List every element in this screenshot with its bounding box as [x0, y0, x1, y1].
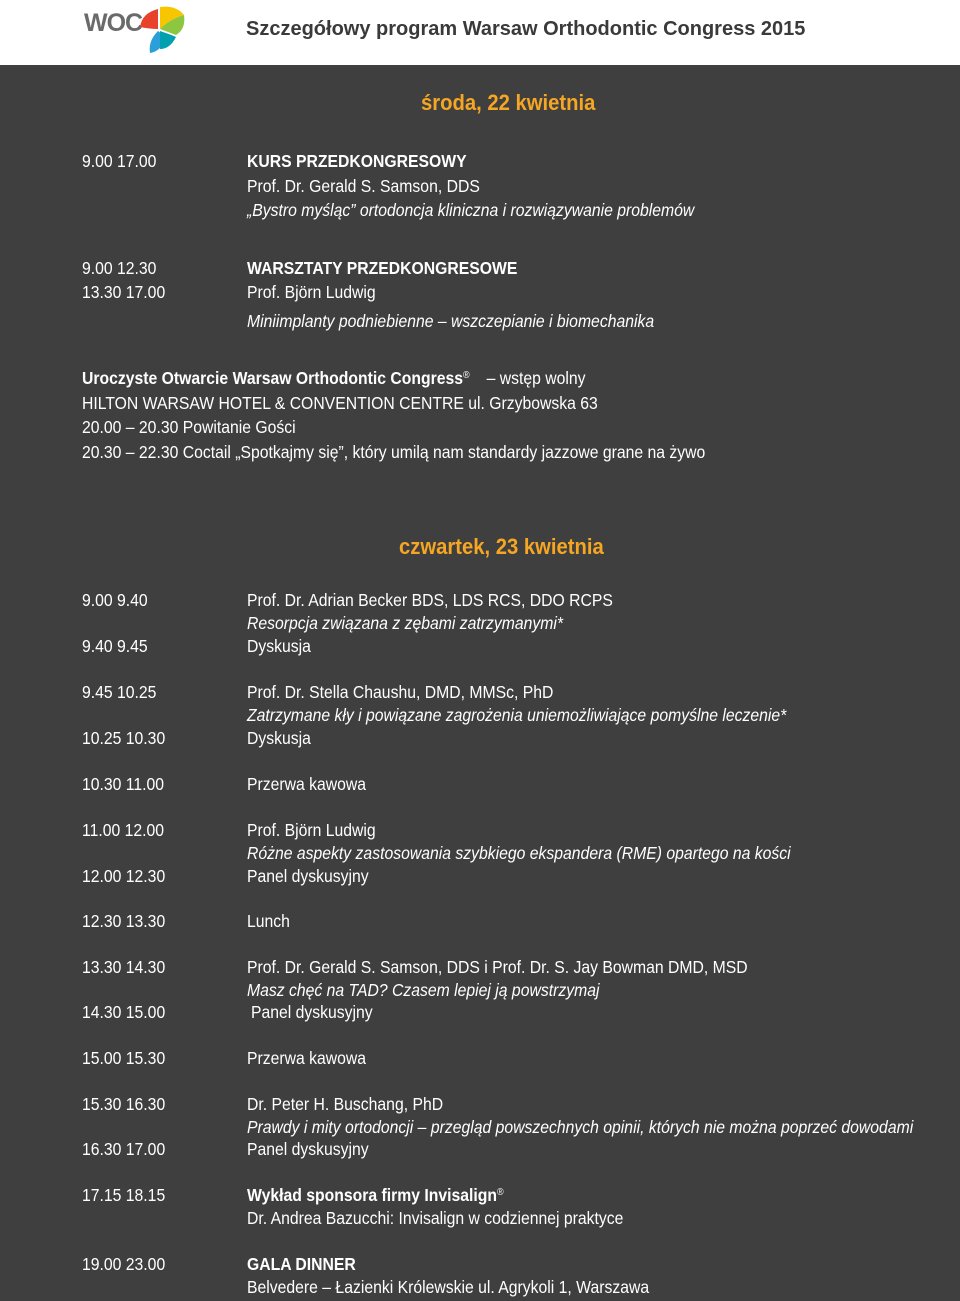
row-sponsor-lecture [247, 1184, 504, 1206]
row-time: 9.40 9.45 [82, 636, 148, 656]
row-topic: Prawdy i mity ortodoncji – przegląd powszechnych opinii, których nie można poprzeć dowodami [247, 1117, 914, 1137]
workshop-speaker: Prof. Björn Ludwig [247, 282, 376, 302]
row-item: Lunch [247, 911, 290, 931]
row-item: Dyskusja [247, 636, 311, 656]
row-time: 9.45 10.25 [82, 682, 157, 702]
row-time: 10.30 11.00 [82, 774, 165, 794]
opening-welcome: 20.00 – 20.30 Powitanie Gości [82, 417, 296, 437]
opening-title: Uroczyste Otwarcie Warsaw Orthodontic Congress [82, 368, 464, 388]
row-time: 19.00 23.00 [82, 1254, 166, 1274]
row-item: Panel dyskusyjny [247, 1139, 369, 1159]
row-time: 14.30 15.00 [82, 1002, 166, 1022]
row-item: Przerwa kawowa [247, 1048, 367, 1068]
row-speaker: Prof. Dr. Adrian Becker BDS, LDS RCS, DDO RCPS [247, 590, 613, 610]
sponsor-lecture-title: Wykład sponsora firmy Invisalign [247, 1185, 498, 1205]
row-venue: Belvedere – Łazienki Królewskie ul. Agrykoli 1, Warszawa [247, 1277, 650, 1297]
workshop-topic: Miniimplanty podniebienne – wszczepianie i biomechanika [247, 311, 655, 331]
opening-admission: – wstęp wolny [486, 368, 586, 388]
row-speaker: Prof. Dr. Gerald S. Samson, DDS i Prof. Dr. S. Jay Bowman DMD, MSD [247, 957, 748, 977]
row-item: Przerwa kawowa [247, 774, 367, 794]
row-time: 13.30 14.30 [82, 957, 166, 977]
row-time: 16.30 17.00 [82, 1139, 166, 1159]
row-time: 17.15 18.15 [82, 1185, 166, 1205]
page-title: Szczegółowy program Warsaw Orthodontic Congress 2015 [246, 18, 806, 40]
row-time: 15.30 16.30 [82, 1094, 166, 1114]
registered-mark: ® [497, 1187, 504, 1198]
row-speaker: Dr. Peter H. Buschang, PhD [247, 1094, 444, 1114]
day1-heading: środa, 22 kwietnia [421, 90, 596, 115]
row-topic: Resorpcja związana z zębami zatrzymanymi* [247, 613, 563, 633]
row-item: Panel dyskusyjny [247, 866, 369, 886]
workshop-title: WARSZTATY PRZEDKONGRESOWE [247, 258, 518, 278]
day2-heading: czwartek, 23 kwietnia [399, 534, 604, 559]
row-time: 10.25 10.30 [82, 728, 166, 748]
row-topic: Zatrzymane kły i powiązane zagrożenia uniemożliwiające pomyślne leczenie* [247, 705, 787, 725]
row-item: Dyskusja [247, 728, 311, 748]
row-time: 9.00 9.40 [82, 590, 148, 610]
row-time: 12.00 12.30 [82, 866, 166, 886]
row-time: 11.00 12.00 [82, 820, 165, 840]
registered-mark: ® [463, 370, 470, 381]
row-speaker: Prof. Dr. Stella Chaushu, DMD, MMSc, PhD [247, 682, 554, 702]
row-time: 15.00 15.30 [82, 1048, 166, 1068]
course-time: 9.00 17.00 [82, 151, 157, 171]
workshop-time-1: 9.00 12.30 [82, 258, 157, 278]
logo-petals-icon [136, 5, 188, 55]
row-topic: Dr. Andrea Bazucchi: Invisalign w codziennej praktyce [247, 1208, 624, 1228]
woc-logo [84, 5, 188, 57]
opening-line [82, 367, 586, 389]
page-header [0, 0, 960, 65]
row-speaker: Prof. Björn Ludwig [247, 820, 376, 840]
row-item: Panel dyskusyjny [251, 1002, 373, 1022]
opening-venue: HILTON WARSAW HOTEL & CONVENTION CENTRE ul. Grzybowska 63 [82, 393, 598, 413]
row-topic: Różne aspekty zastosowania szybkiego ekspandera (RME) opartego na kości [247, 843, 791, 863]
logo-text: WOC [84, 9, 143, 37]
row-topic: Masz chęć na TAD? Czasem lepiej ją powstrzymaj [247, 980, 600, 1000]
workshop-time-2: 13.30 17.00 [82, 282, 166, 302]
course-topic: „Bystro myśląc” ortodoncja kliniczna i rozwiązywanie problemów [247, 200, 695, 220]
row-time: 12.30 13.30 [82, 911, 166, 931]
course-speaker: Prof. Dr. Gerald S. Samson, DDS [247, 176, 480, 196]
row-item: GALA DINNER [247, 1254, 356, 1274]
course-title: KURS PRZEDKONGRESOWY [247, 151, 467, 171]
opening-cocktail: 20.30 – 22.30 Coctail „Spotkajmy się”, który umilą nam standardy jazzowe grane na żywo [82, 442, 706, 462]
